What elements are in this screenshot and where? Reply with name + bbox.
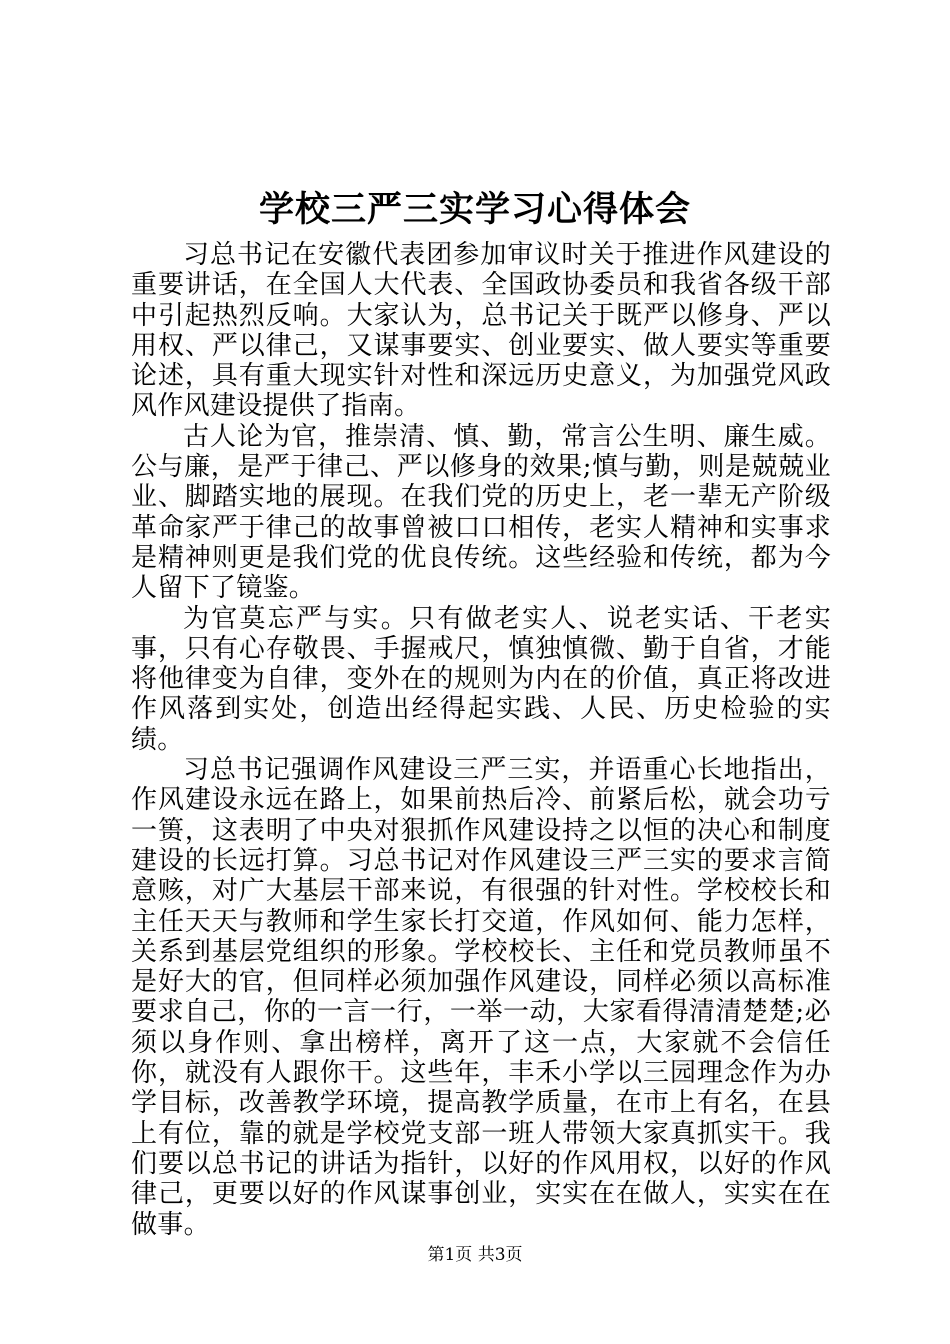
document-title: 学校三严三实学习心得体会 <box>258 189 691 230</box>
page-number-footer: 第1页 共3页 <box>427 1245 523 1265</box>
paragraph-2: 古人论为官，推崇清、慎、勤，常言公生明、廉生威。公与廉，是严于律己、严以修身的效果;慎与勤，则是兢兢业业、脚踏实地的展现。在我们党的历史上，老一辈无产阶级革命家严于律己的故事曾被口口相传，老实人精神和实事求是精神则更是我们党的优良传统。这些经验和传统，都为今人留下了镜鉴。 <box>131 421 831 604</box>
paragraph-4: 习总书记强调作风建设三严三实，并语重心长地指出，作风建设永远在路上，如果前热后冷、前紧后松，就会功亏一篑，这表明了中央对狠抓作风建设持之以恒的决心和制度建设的长远打算。习总书记对作风建设三严三实的要求言简意赅，对广大基层干部来说，有很强的针对性。学校校长和主任天天与教师和学生家长打交道，作风如何、能力怎样，关系到基层党组织的形象。学校校长、主任和党员教师虽不是好大的官，但同样必须加强作风建设，同样必须以高标准要求自己，你的一言一行，一举一动，大家看得清清楚楚;必须以身作则、拿出榜样，离开了这一点，大家就不会信任你，就没有人跟你干。这些年，丰禾小学以三园理念作为办学目标，改善教学环境，提高教学质量，在市上有名，在县上有位，靠的就是学校党支部一班人带领大家真抓实干。我们要以总书记的讲话为指针，以好的作风用权，以好的作风律己，更要以好的作风谋事创业，实实在在做人，实实在在做事。 <box>131 755 831 1240</box>
paragraph-3: 为官莫忘严与实。只有做老实人、说老实话、干老实事，只有心存敬畏、手握戒尺，慎独慎微、勤于自省，才能将他律变为自律，变外在的规则为内在的价值，真正将改进作风落到实处，创造出经得起实践、人民、历史检验的实绩。 <box>131 603 831 755</box>
paragraph-1: 习总书记在安徽代表团参加审议时关于推进作风建设的重要讲话，在全国人大代表、全国政协委员和我省各级干部中引起热烈反响。大家认为，总书记关于既严以修身、严以用权、严以律己，又谋事要实、创业要实、做人要实等重要论述，具有重大现实针对性和深远历史意义，为加强党风政风作风建设提供了指南。 <box>131 240 831 422</box>
document-body <box>131 240 831 1240</box>
